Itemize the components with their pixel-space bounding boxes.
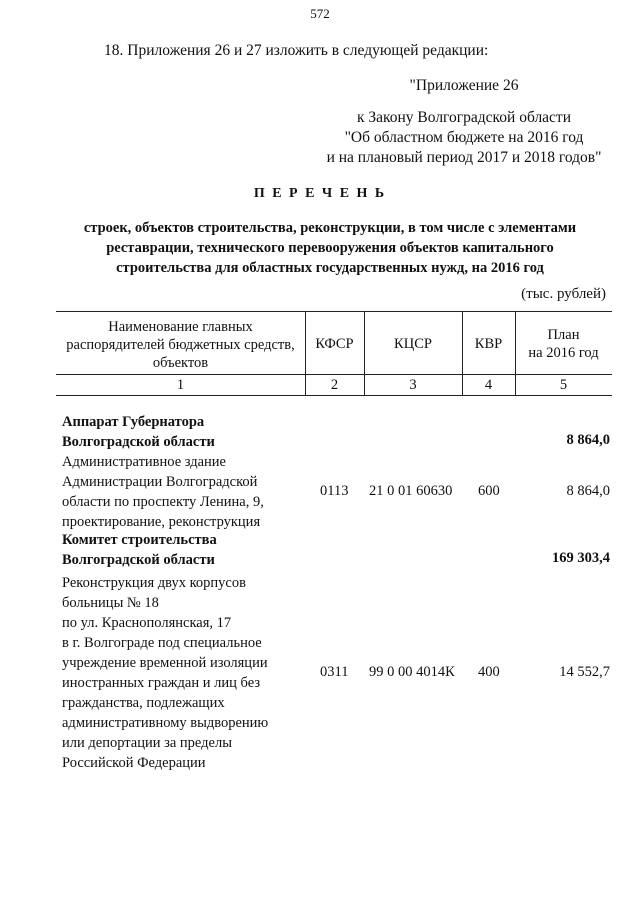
table-row-name: Административное здание Администрации Волгоградской области по проспекту Ленина, 9, проектирование, реконструкция — [62, 454, 264, 530]
column-number: 2 — [330, 377, 339, 393]
table-cell-kfsr: 0311 — [320, 664, 349, 680]
page-number: 572 — [310, 6, 330, 21]
subtitle-line-1: строек, объектов строительства, реконструкции, в том числе с элементами — [83, 220, 577, 236]
table-cell-kfsr: 0113 — [320, 483, 349, 499]
group-total: 169 303,4 — [552, 550, 610, 566]
appendix-title: "Приложение 26 — [409, 77, 519, 94]
units-label: (тыс. рублей) — [521, 286, 606, 302]
table-cell-plan: 8 864,0 — [566, 483, 610, 499]
table-number-row-divider — [56, 395, 612, 396]
column-number: 5 — [559, 377, 568, 393]
header-name: Наименование главных распорядителей бюджетных средств, объектов — [66, 319, 295, 371]
table-cell-kcsr: 99 0 00 4014К — [369, 664, 455, 680]
group-name: Комитет строительства Волгоградской области — [62, 532, 217, 568]
column-number: 4 — [484, 377, 493, 393]
header-plan: План на 2016 год — [528, 327, 599, 361]
subtitle-line-2: реставрации, технического перевооружения объектов капитального — [106, 240, 554, 256]
appendix-line-3: и на плановый период 2017 и 2018 годов" — [326, 149, 602, 166]
group-name: Аппарат Губернатора Волгоградской области — [62, 414, 215, 450]
appendix-line-1: к Закону Волгоградской области — [356, 109, 572, 126]
header-kfsr: КФСР — [315, 336, 354, 352]
intro-text: 18. Приложения 26 и 27 изложить в следующей редакции: — [104, 42, 489, 59]
column-number: 3 — [409, 377, 417, 393]
table-header-divider — [56, 374, 612, 375]
appendix-line-2: "Об областном бюджете на 2016 год — [344, 129, 584, 146]
group-total: 8 864,0 — [566, 432, 610, 448]
header-kvr: КВР — [474, 336, 503, 352]
document-title: П Е Р Е Ч Е Н Ь — [253, 186, 387, 201]
table-cell-plan: 14 552,7 — [559, 664, 610, 680]
table-row-name: Реконструкция двух корпусов больницы № 18 по ул. Краснополянская, 17 в г. Волгограде под специальное учреждение временной изоляции иностранных граждан и лиц без гражданства, подлежащих административному выдворению или депортации за пределы Российской Федерации — [62, 575, 269, 771]
subtitle-line-3: строительства для областных государственных нужд, на 2016 год — [116, 260, 544, 276]
table-top-border — [56, 311, 612, 312]
column-number: 1 — [176, 377, 185, 393]
document-subtitle — [56, 218, 604, 278]
table-cell-kvr: 600 — [478, 483, 500, 499]
table-cell-kvr: 400 — [478, 664, 500, 680]
table-cell-kcsr: 21 0 01 60630 — [369, 483, 453, 499]
header-kcsr: КЦСР — [394, 336, 432, 352]
